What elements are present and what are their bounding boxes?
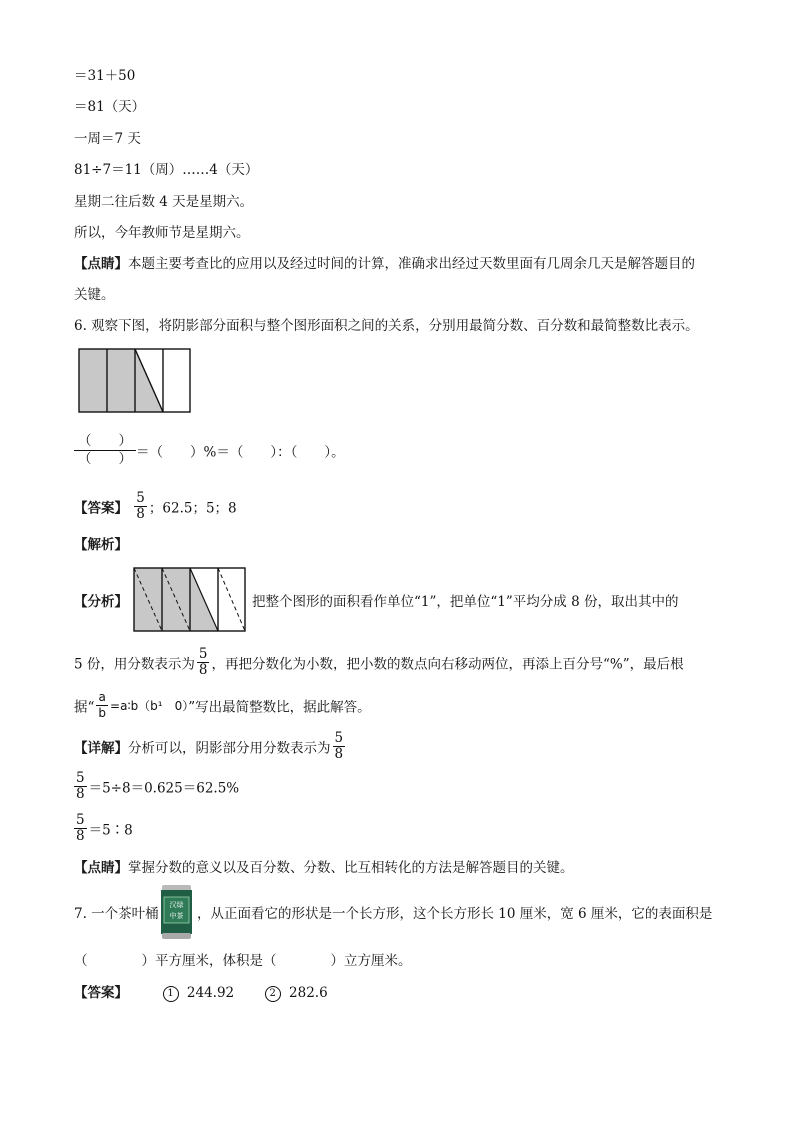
line-6: 所以，今年教师节是星期六。: [74, 225, 250, 241]
formula-fraction: $\frac{a}{b}$: [98, 690, 107, 720]
eq-1: $\frac{5}{8}$ ＝5÷8＝0.625＝62.5%: [76, 770, 240, 802]
line-1: ＝31＋50: [74, 68, 136, 84]
q7-stem-line-2: （ ）平方厘米，体积是（ ）立方厘米。: [74, 953, 412, 969]
answer-mark-1: 1: [163, 986, 179, 1002]
xiangjie-fraction: $\frac{5}{8}$: [334, 730, 344, 762]
line-2: ＝81（天）: [74, 99, 146, 115]
fenxi-tag: 【分析】: [74, 594, 128, 610]
line-4: 81÷7＝11（周）……4（天）: [74, 162, 259, 178]
answer-tag: 【答案】: [74, 500, 128, 517]
dianjing-tag: 【点睛】: [74, 256, 128, 272]
shade-col-1: [79, 349, 107, 412]
fenxi-text-2: 5 份，用分数表示为 $\frac{5}{8}$ ，再把分数化为小数，把小数的数点向右移动两位，再添上百分号“%”，最后根: [74, 646, 684, 678]
xiangjie-tag: 【详解】: [74, 740, 128, 757]
dianjing-2: 【点睛】掌握分数的意义以及百分数、分数、比互相转化的方法是解答题目的关键。: [74, 860, 574, 876]
dianjing-1-cont: 关键。: [74, 287, 115, 303]
answer-rest: ；62.5；5；8: [148, 500, 237, 517]
tea-can-image: [160, 885, 193, 939]
answer-1: 244.92: [186, 985, 235, 1001]
q7-stem-a: 7. 一个茶叶桶: [74, 906, 159, 922]
answer-mark-2: 2: [265, 986, 281, 1002]
formula-rest: =a∶b（b¹ 0）: [110, 699, 189, 713]
q6-figure: [78, 348, 192, 414]
line-3: 一周＝7 天: [74, 131, 141, 147]
dianjing-1: [74, 254, 695, 274]
fenxi-text-1: 把整个图形的面积看作单位“1”，把单位“1”平均分成 8 份，取出其中的: [252, 594, 679, 610]
fenxi-fraction: $\frac{5}{8}$: [198, 646, 208, 678]
fenxi-figure: [133, 567, 247, 633]
blank-fraction: （ ） （ ）: [74, 433, 136, 468]
answer-2: 282.6: [289, 985, 328, 1001]
eq-2: $\frac{5}{8}$ ＝5∶8: [76, 812, 133, 844]
svg-text:汉绿: 汉绿: [169, 901, 184, 909]
q6-answer: [74, 491, 237, 522]
q6-stem: 6. 观察下图，将阴影部分面积与整个图形面积之间的关系，分别用最简分数、百分数和最简整数比表示。: [74, 318, 699, 334]
svg-text:中茶: 中茶: [169, 912, 184, 920]
q7-answer: [74, 983, 328, 1003]
fenxi-text-3: 据“ $\frac{a}{b}$ =a∶b（b¹ 0）”写出最简整数比，据此解答。: [74, 690, 371, 720]
q7-answer-tag: 【答案】: [74, 985, 128, 1001]
line-5: 星期二往后数 4 天是星期六。: [74, 194, 254, 210]
q6-blank-line: [74, 433, 345, 468]
answer-fraction: $\frac{5}{8}$: [136, 490, 145, 522]
xiangjie: 【详解】分析可以，阴影部分用分数表示为 $\frac{5}{8}$: [74, 730, 344, 762]
blank-rest: ＝（ ）%＝（ ）：（ ）。: [136, 444, 345, 461]
q7-stem-b: ，从正面看它的形状是一个长方形，这个长方形长 10 厘米，宽 6 厘米，它的表面积是: [197, 906, 713, 922]
shade-col-2: [107, 349, 135, 412]
dianjing-text: 本题主要考查比的应用以及经过时间的计算，准确求出经过天数里面有几周余几天是解答题目的: [128, 256, 695, 272]
jiexi-tag: 【解析】: [74, 537, 128, 553]
